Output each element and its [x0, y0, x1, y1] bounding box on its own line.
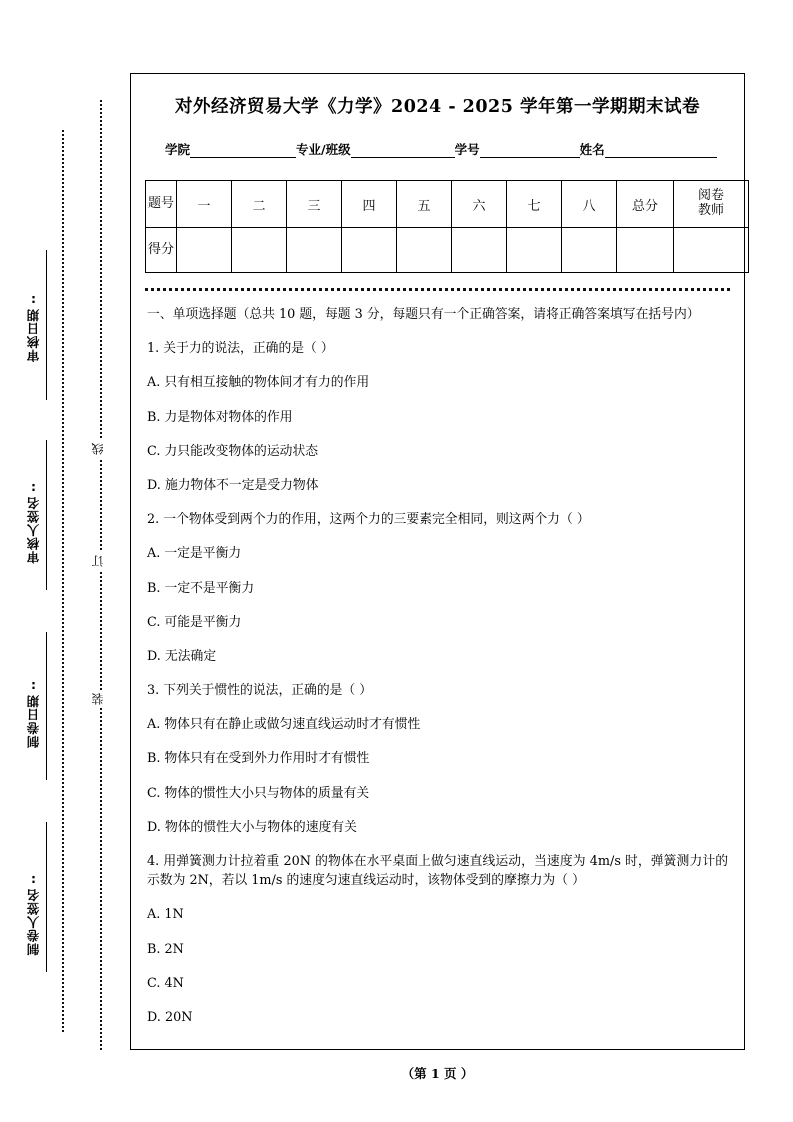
question-1-option-a[interactable]: A. 只有相互接触的物体间才有力的作用 — [147, 375, 370, 391]
question-3-option-a[interactable]: A. 物体只有在静止或做匀速直线运动时才有惯性 — [147, 717, 421, 733]
score-col-4: 四 — [342, 181, 397, 228]
page-number-footer: （第 1 页 ） — [401, 1066, 474, 1081]
question-3-option-c[interactable]: C. 物体的惯性大小只与物体的质量有关 — [147, 785, 370, 801]
question-1-stem: 1. 关于力的说法，正确的是（ ） — [147, 341, 334, 357]
field-student-id-label: 学号 — [454, 142, 480, 157]
score-cell-7[interactable] — [507, 228, 562, 273]
field-major-class[interactable] — [296, 140, 455, 158]
section-title-choice: 一、单项选择题（总共 10 题，每题 3 分，每题只有一个正确答案，请将正确答案填写在括号内） — [147, 307, 700, 322]
question-2-option-c[interactable]: C. 可能是平衡力 — [147, 614, 242, 630]
score-col-8: 八 — [562, 181, 617, 228]
grader-label-line2: 教师 — [697, 203, 724, 218]
score-col-2: 二 — [232, 181, 287, 228]
question-1-option-b[interactable]: B. 力是物体对物体的作用 — [147, 409, 293, 425]
score-cell-2[interactable] — [232, 228, 287, 273]
question-3-stem: 3. 下列关于惯性的说法，正确的是（ ） — [147, 683, 373, 699]
score-cell-8[interactable] — [562, 228, 617, 273]
binding-char-pack: 装 — [92, 690, 110, 708]
dotted-separator — [145, 288, 730, 291]
score-table-score-label-text: 得分 — [147, 242, 174, 258]
score-cell-6[interactable] — [452, 228, 507, 273]
table-row-question-numbers — [146, 181, 749, 228]
question-2-option-b[interactable]: B. 一定不是平衡力 — [147, 580, 255, 596]
question-3-option-b[interactable]: B. 物体只有在受到外力作用时才有惯性 — [147, 751, 370, 767]
score-cell-1[interactable] — [177, 228, 232, 273]
score-table — [145, 180, 749, 273]
margin-rule-3 — [46, 632, 47, 780]
field-college-blank[interactable] — [190, 143, 296, 158]
score-cell-4[interactable] — [342, 228, 397, 273]
field-name-blank[interactable] — [605, 143, 717, 158]
field-name-label: 姓名 — [579, 142, 605, 157]
score-cell-total[interactable] — [617, 228, 674, 273]
question-1-option-c[interactable]: C. 力只能改变物体的运动状态 — [147, 443, 319, 459]
field-student-id-blank[interactable] — [480, 143, 580, 158]
field-college-label: 学院 — [165, 142, 191, 157]
review-date-label: 审核日期: — [26, 292, 41, 362]
question-2-option-a[interactable]: A. 一定是平衡力 — [147, 546, 242, 562]
score-table-score-label — [146, 228, 177, 273]
score-col-total: 总分 — [617, 181, 674, 228]
score-col-5: 五 — [397, 181, 452, 228]
field-college[interactable] — [165, 140, 296, 158]
score-col-3: 三 — [287, 181, 342, 228]
field-student-id[interactable] — [455, 140, 580, 158]
question-4-option-a[interactable]: A. 1N — [147, 907, 184, 923]
grader-label-line1: 阅卷 — [697, 188, 724, 204]
make-date-label: 制卷日期: — [26, 678, 41, 748]
binding-rail-inner — [100, 100, 102, 1050]
score-cell-5[interactable] — [397, 228, 452, 273]
score-col-1: 一 — [177, 181, 232, 228]
binding-char-bind: 订 — [92, 552, 110, 570]
question-2-option-d[interactable]: D. 无法确定 — [147, 648, 217, 664]
questions-area — [147, 305, 728, 1027]
score-table-head-label-text: 题号 — [147, 196, 174, 212]
question-2-stem: 2. 一个物体受到两个力的作用，这两个力的三要素完全相同，则这两个力（ ） — [147, 512, 590, 528]
binding-char-line: 线 — [92, 440, 110, 458]
score-table-head-label — [146, 181, 177, 228]
score-col-6: 六 — [452, 181, 507, 228]
table-row-scores — [146, 228, 749, 273]
question-4-option-d[interactable]: D. 20N — [147, 1009, 193, 1025]
question-4-stem: 4. 用弹簧测力计拉着重 20N 的物体在水平桌面上做匀速直线运动，当速度为 4m/s 时，弹簧测力计的示数为 2N，若以 1m/s 的速度匀速直线运动时，该物体受到的摩擦力为（ ） — [147, 854, 728, 889]
question-1-option-d[interactable]: D. 施力物体不一定是受力物体 — [147, 477, 319, 493]
page-title: 对外经济贸易大学《力学》2024 - 2025 学年第一学期期末试卷 — [175, 97, 700, 117]
question-4-option-b[interactable]: B. 2N — [147, 941, 184, 957]
score-col-7: 七 — [507, 181, 562, 228]
field-major-class-blank[interactable] — [351, 143, 455, 158]
binding-rail-outer — [62, 130, 64, 1032]
make-signature-label: 制卷人签名: — [26, 872, 41, 956]
margin-rule-2 — [46, 440, 47, 590]
score-cell-grader[interactable] — [674, 228, 749, 273]
margin-rule-4 — [46, 822, 47, 972]
field-major-class-label: 专业/班级 — [296, 142, 351, 157]
question-3-option-d[interactable]: D. 物体的惯性大小与物体的速度有关 — [147, 819, 357, 835]
exam-paper-frame — [130, 73, 745, 1050]
margin-rule-1 — [46, 250, 47, 400]
score-col-grader — [674, 181, 749, 228]
question-4-option-c[interactable]: C. 4N — [147, 975, 184, 991]
score-cell-3[interactable] — [287, 228, 342, 273]
review-signature-label: 审核人签名: — [26, 480, 41, 564]
student-info-line — [165, 140, 724, 158]
field-name[interactable] — [580, 140, 717, 158]
